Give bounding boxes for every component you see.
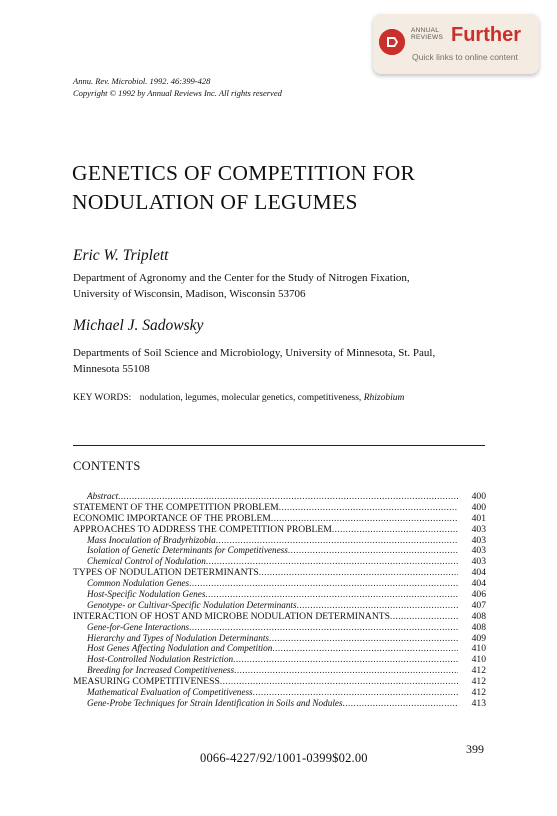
toc-entry-title: INTERACTION OF HOST AND MICROBE NODULATION DETERMINANTS (73, 610, 390, 622)
toc-leader-dots (216, 535, 458, 545)
further-subtitle: Quick links to online content (412, 52, 518, 62)
key-words-italic-term: Rhizobium (363, 393, 405, 403)
toc-entry-page: 400 (471, 491, 486, 502)
toc-entry-title: STATEMENT OF THE COMPETITION PROBLEM (73, 501, 279, 513)
annual-reviews-wordmark: ANNUAL REVIEWS (411, 27, 444, 41)
key-words-label: KEY WORDS: (73, 393, 132, 403)
toc-entry-title: Gene-Probe Techniques for Strain Identification in Soils and Nodules (87, 697, 343, 708)
author-affiliation (73, 270, 410, 302)
toc-entry-page: 400 (471, 501, 486, 513)
toc-entry-page: 410 (471, 643, 486, 655)
toc-entry-page: 403 (471, 523, 486, 535)
toc-entry-title: APPROACHES TO ADDRESS THE COMPETITION PROBLEM (73, 523, 332, 535)
journal-citation (73, 75, 282, 99)
toc-leader-dots (189, 578, 458, 588)
toc-entry-title: Breeding for Increased Competitiveness (87, 665, 235, 676)
toc-entry[interactable] (73, 676, 486, 687)
toc-entry[interactable] (73, 687, 486, 698)
toc-entry[interactable] (73, 556, 486, 567)
toc-entry-title: Genotype- or Cultivar-Specific Nodulation Determinants (87, 599, 297, 610)
article-code: 0066-4227/92/1001-0399$02.00 (200, 751, 368, 765)
page-number: 399 (466, 742, 484, 756)
affiliation-line: Department of Agronomy and the Center for the Study of Nitrogen Fixation, (73, 272, 410, 284)
toc-entry-title: Abstract (87, 491, 119, 501)
toc-entry[interactable] (73, 545, 486, 556)
toc-leader-dots (259, 567, 458, 577)
toc-entry-page: 408 (471, 610, 486, 622)
toc-entry[interactable] (73, 611, 486, 622)
toc-entry-title: MEASURING COMPETITIVENESS (73, 676, 220, 688)
toc-entry-page: 404 (471, 567, 486, 579)
author-name: Michael J. Sadowsky (73, 317, 204, 334)
author-name: Eric W. Triplett (73, 247, 169, 264)
toc-entry[interactable] (73, 698, 486, 709)
toc-leader-dots (271, 513, 458, 523)
toc-entry-page: 413 (471, 697, 486, 709)
citation-line: Annu. Rev. Microbiol. 1992. 46:399-428 (73, 76, 211, 86)
annual-reviews-further-badge[interactable] (373, 14, 539, 74)
toc-entry-page: 412 (471, 687, 486, 699)
toc-entry[interactable] (73, 524, 486, 535)
toc-leader-dots (272, 643, 458, 653)
toc-entry-page: 412 (471, 665, 486, 677)
toc-entry-title: Mathematical Evaluation of Competitiveness (87, 687, 253, 698)
toc-entry-page: 403 (471, 545, 486, 557)
toc-entry[interactable] (73, 513, 486, 524)
table-of-contents (73, 491, 486, 709)
toc-leader-dots (332, 524, 458, 534)
toc-entry-page: 403 (471, 556, 486, 568)
toc-entry-title: Chemical Control of Nodulation (87, 556, 206, 567)
toc-leader-dots (343, 698, 458, 708)
toc-leader-dots (253, 687, 458, 697)
toc-entry-title: Host-Specific Nodulation Genes (87, 589, 206, 600)
toc-entry-page: 404 (471, 578, 486, 590)
toc-entry[interactable] (73, 600, 486, 611)
contents-heading: CONTENTS (73, 459, 141, 473)
toc-entry-title: ECONOMIC IMPORTANCE OF THE PROBLEM (73, 512, 271, 524)
toc-leader-dots (279, 502, 458, 512)
key-words-text: nodulation, legumes, molecular genetics, competitiveness, (139, 393, 362, 403)
toc-entry[interactable] (73, 622, 486, 633)
toc-entry-page: 409 (471, 632, 486, 644)
toc-entry-title: Gene-for-Gene Interactions (87, 621, 190, 632)
key-words (73, 393, 404, 403)
toc-leader-dots (269, 633, 458, 643)
toc-entry-page: 410 (471, 654, 486, 666)
toc-entry-page: 403 (471, 534, 486, 546)
toc-entry-page: 401 (471, 512, 486, 524)
toc-entry-title: Hierarchy and Types of Nodulation Determinants (87, 632, 269, 643)
toc-entry[interactable] (73, 589, 486, 600)
author-affiliation (73, 345, 435, 377)
toc-entry-page: 412 (471, 676, 486, 688)
affiliation-line: University of Wisconsin, Madison, Wisconsin 53706 (73, 288, 306, 300)
toc-leader-dots (118, 491, 458, 501)
affiliation-line: Minnesota 55108 (73, 363, 150, 375)
toc-leader-dots (390, 611, 458, 621)
toc-leader-dots (189, 622, 458, 632)
toc-entry[interactable] (73, 502, 486, 513)
toc-leader-dots (233, 654, 458, 664)
toc-leader-dots (206, 556, 458, 566)
toc-leader-dots (205, 589, 458, 599)
toc-entry[interactable] (73, 491, 486, 502)
toc-entry-title: TYPES OF NODULATION DETERMINANTS (73, 567, 259, 579)
affiliation-line: Departments of Soil Science and Microbiology, University of Minnesota, St. Paul, (73, 347, 436, 359)
copyright-line: Copyright © 1992 by Annual Reviews Inc. All rights reserved (73, 88, 282, 98)
toc-leader-dots (288, 545, 458, 555)
article-title (72, 159, 415, 217)
toc-entry-page: 406 (471, 589, 486, 601)
toc-entry-title: Host-Controlled Nodulation Restriction (87, 654, 234, 665)
title-line-1: GENETICS OF COMPETITION FOR (72, 161, 416, 185)
toc-leader-dots (297, 600, 458, 610)
toc-entry[interactable] (73, 567, 486, 578)
toc-entry[interactable] (73, 665, 486, 676)
toc-entry[interactable] (73, 535, 486, 546)
toc-entry[interactable] (73, 633, 486, 644)
toc-entry[interactable] (73, 643, 486, 654)
toc-leader-dots (234, 665, 458, 675)
horizontal-rule (73, 445, 485, 446)
title-line-2: NODULATION OF LEGUMES (72, 190, 358, 214)
toc-leader-dots (220, 676, 458, 686)
toc-entry-title: Mass Inoculation of Bradyrhizobia (87, 534, 216, 545)
toc-entry[interactable] (73, 578, 486, 589)
annual-reviews-logo-icon (379, 29, 405, 55)
toc-entry-page: 408 (471, 621, 486, 633)
toc-entry-title: Common Nodulation Genes (87, 578, 190, 589)
toc-entry-page: 407 (471, 599, 486, 611)
toc-entry-title: Isolation of Genetic Determinants for Competitiveness (87, 545, 288, 556)
further-label: Further (451, 24, 521, 46)
toc-entry[interactable] (73, 654, 486, 665)
toc-entry-title: Host Genes Affecting Nodulation and Competition (87, 643, 273, 654)
